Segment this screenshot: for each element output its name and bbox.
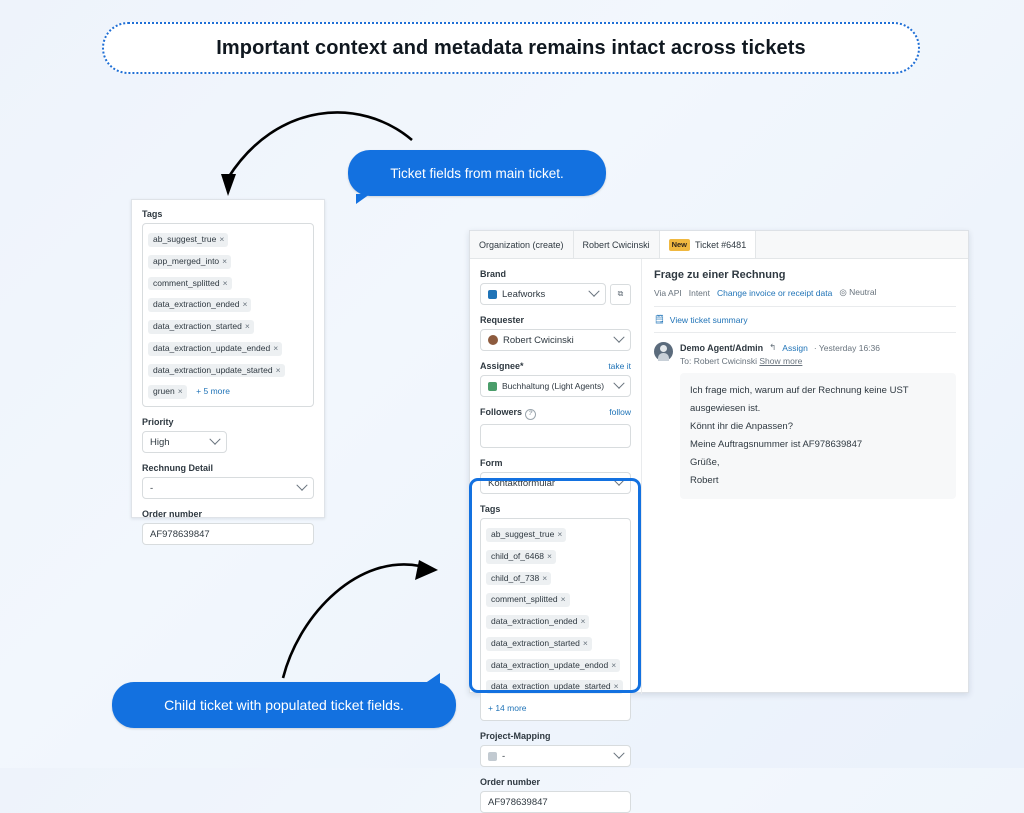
to-label: To: xyxy=(680,356,692,366)
form-select[interactable] xyxy=(480,472,631,494)
remove-tag-icon[interactable]: × xyxy=(560,594,566,605)
chevron-down-icon xyxy=(588,286,599,297)
chevron-down-icon xyxy=(209,434,220,445)
assignee-value-wrap xyxy=(488,381,604,391)
via-channel: Via API xyxy=(654,287,682,298)
remove-tag-icon[interactable]: × xyxy=(613,681,619,692)
project-mapping-label: Project-Mapping xyxy=(480,731,551,742)
remove-tag-icon[interactable]: × xyxy=(582,637,588,648)
rechnung-detail-label: Rechnung Detail xyxy=(142,463,214,474)
tab-robert-cwicinski[interactable] xyxy=(574,231,660,258)
tag-chip[interactable]: data_extraction_started × xyxy=(486,637,592,651)
remove-tag-icon[interactable]: × xyxy=(222,277,228,288)
chevron-down-icon xyxy=(613,378,624,389)
remove-tag-icon[interactable]: × xyxy=(273,342,279,353)
callout-ticket-fields xyxy=(348,150,606,196)
ticket-properties-sidebar xyxy=(470,259,642,808)
form-value: Kontaktformular xyxy=(488,477,556,489)
callout-top-label: Ticket fields from main ticket. xyxy=(390,165,564,181)
brand-icon xyxy=(488,290,497,299)
comment-body xyxy=(680,373,956,499)
priority-label: Priority xyxy=(142,417,174,428)
tab-label: Organization (create) xyxy=(479,239,564,250)
tab-ticket-6481[interactable] xyxy=(660,231,757,258)
view-ticket-summary-link[interactable]: View ticket summary xyxy=(669,314,748,325)
brand-select[interactable] xyxy=(480,283,606,305)
tag-chip[interactable]: data_extraction_update_started × xyxy=(148,364,285,378)
tags-more-link[interactable]: + 14 more xyxy=(488,703,527,714)
intent-label: Intent xyxy=(688,287,711,298)
tag-chip[interactable]: child_of_738 × xyxy=(486,572,551,586)
assignee-select[interactable] xyxy=(480,375,631,397)
comment-recipient xyxy=(680,356,956,366)
priority-value: High xyxy=(150,436,170,448)
order-number-input[interactable] xyxy=(142,523,314,545)
tag-chip[interactable]: app_merged_into × xyxy=(148,255,231,269)
copy-icon[interactable]: ⧉ xyxy=(610,284,631,305)
assign-link[interactable]: Assign xyxy=(782,342,808,353)
brand-label: Brand xyxy=(480,269,507,279)
tag-chip[interactable]: data_extraction_update_endod × xyxy=(486,659,620,673)
comment-line: Grüße, xyxy=(690,457,720,469)
remove-tag-icon[interactable]: × xyxy=(611,659,617,670)
chevron-down-icon xyxy=(613,748,624,759)
remove-tag-icon[interactable]: × xyxy=(546,550,552,561)
help-icon[interactable]: ? xyxy=(525,409,536,420)
comment-line: Könnt ihr die Anpassen? xyxy=(690,421,793,433)
remove-tag-icon[interactable]: × xyxy=(242,299,248,310)
to-value: Robert Cwicinski xyxy=(693,356,758,366)
chevron-down-icon xyxy=(613,332,624,343)
tab-label: Ticket #6481 xyxy=(695,239,747,250)
grid-icon xyxy=(488,752,497,761)
remove-tag-icon[interactable]: × xyxy=(219,234,225,244)
order-number-value: AF978639847 xyxy=(150,528,210,540)
sentiment-value: Neutral xyxy=(849,287,877,297)
ticket-meta-row xyxy=(654,287,956,307)
order-number-label: Order number xyxy=(142,509,203,520)
remove-tag-icon[interactable]: × xyxy=(542,572,548,583)
tag-chip[interactable]: data_extraction_update_ended × xyxy=(148,342,282,356)
chevron-down-icon xyxy=(613,475,624,486)
comment-time: Yesterday 16:36 xyxy=(818,342,880,353)
group-icon xyxy=(488,382,497,391)
requester-value: Robert Cwicinski xyxy=(503,334,574,346)
priority-select[interactable] xyxy=(142,431,227,453)
remove-tag-icon[interactable]: × xyxy=(222,255,228,266)
order-number-value: AF978639847 xyxy=(488,796,548,808)
avatar xyxy=(654,342,673,361)
comment-author: Demo Agent/Admin xyxy=(680,342,764,353)
assignee-value: Buchhaltung (Light Agents) xyxy=(502,381,605,391)
view-ticket-summary-row[interactable] xyxy=(654,307,956,333)
tags-label: Tags xyxy=(142,209,163,219)
summary-icon: 🗒 xyxy=(654,314,665,324)
remove-tag-icon[interactable]: × xyxy=(580,616,586,627)
remove-tag-icon[interactable]: × xyxy=(177,386,183,397)
brand-value-wrap xyxy=(488,289,545,300)
assignee-label: Assignee* xyxy=(480,361,524,371)
intent-value[interactable]: Change invoice or receipt data xyxy=(717,287,833,298)
callout-bottom-label: Child ticket with populated ticket fields. xyxy=(164,697,404,713)
form-label: Form xyxy=(480,458,503,468)
assign-icon: ↰ xyxy=(769,342,777,352)
main-ticket-fields-panel xyxy=(131,199,325,540)
tag-chip[interactable]: child_of_6468 × xyxy=(486,550,556,564)
new-badge: New xyxy=(669,239,690,251)
show-more-link[interactable]: Show more xyxy=(759,356,803,366)
tags-field[interactable] xyxy=(480,518,631,721)
page-title: Important context and metadata remains intact across tickets xyxy=(216,36,806,59)
ticket-conversation-pane xyxy=(642,259,968,694)
remove-tag-icon[interactable]: × xyxy=(244,321,250,332)
take-it-link[interactable]: take it xyxy=(608,361,631,371)
comment-line: Ich frage mich, warum auf der Rechnung keine UST ausgewiesen ist. xyxy=(690,385,909,415)
requester-select[interactable] xyxy=(480,329,631,351)
tab-organization-create[interactable] xyxy=(470,231,574,258)
window-tab-bar xyxy=(470,231,968,259)
comment-line: Meine Auftragsnummer ist AF978639847 xyxy=(690,439,863,451)
comment-line: Robert xyxy=(690,475,719,487)
followers-label-text: Followers xyxy=(480,407,523,417)
page-title-banner xyxy=(102,22,920,74)
tags-label: Tags xyxy=(480,504,501,514)
remove-tag-icon[interactable]: × xyxy=(557,529,563,539)
tag-chip[interactable]: data_extraction_started × xyxy=(148,320,254,334)
comment-header xyxy=(680,342,956,353)
ticket-window xyxy=(469,230,969,808)
comment-item xyxy=(654,333,956,499)
tag-chip[interactable]: ab_suggest_true × xyxy=(148,233,228,247)
followers-label xyxy=(480,407,536,420)
bubble-tail xyxy=(424,673,440,684)
brand-value: Leafworks xyxy=(502,288,546,300)
rechnung-detail-value: - xyxy=(150,482,154,494)
avatar xyxy=(488,335,498,345)
tab-label: Robert Cwicinski xyxy=(582,239,650,250)
ticket-subject: Frage zu einer Rechnung xyxy=(654,269,786,281)
project-mapping-value: - xyxy=(502,750,506,762)
project-mapping-value-wrap xyxy=(488,751,505,762)
tag-chip[interactable]: data_extraction_update_started × xyxy=(486,680,623,694)
requester-label: Requester xyxy=(480,315,525,325)
rechnung-detail-select[interactable] xyxy=(142,477,314,499)
chevron-down-icon xyxy=(296,480,307,491)
follow-link[interactable]: follow xyxy=(609,407,631,417)
project-mapping-select[interactable] xyxy=(480,745,631,767)
tag-chip[interactable]: comment_splitted × xyxy=(486,593,570,607)
comment-timestamp: · Yesterday 16:36 xyxy=(813,342,880,353)
sentiment-badge: ◎ Neutral xyxy=(839,287,877,297)
tag-chip[interactable]: gruen × xyxy=(148,385,187,399)
tags-field[interactable] xyxy=(142,223,314,407)
bubble-tail xyxy=(356,194,370,204)
order-number-label: Order number xyxy=(480,777,541,788)
tag-chip[interactable]: data_extraction_ended × xyxy=(148,298,251,312)
tag-chip[interactable]: data_extraction_ended × xyxy=(486,615,589,629)
callout-child-ticket xyxy=(112,682,456,728)
remove-tag-icon[interactable]: × xyxy=(275,364,281,375)
tag-chip[interactable]: comment_splitted × xyxy=(148,277,232,291)
order-number-input[interactable] xyxy=(480,791,631,813)
requester-value-wrap xyxy=(488,335,574,346)
followers-input[interactable] xyxy=(480,424,631,448)
tag-chip[interactable]: ab_suggest_true × xyxy=(486,528,566,542)
tags-more-link[interactable]: + 5 more xyxy=(196,386,230,397)
